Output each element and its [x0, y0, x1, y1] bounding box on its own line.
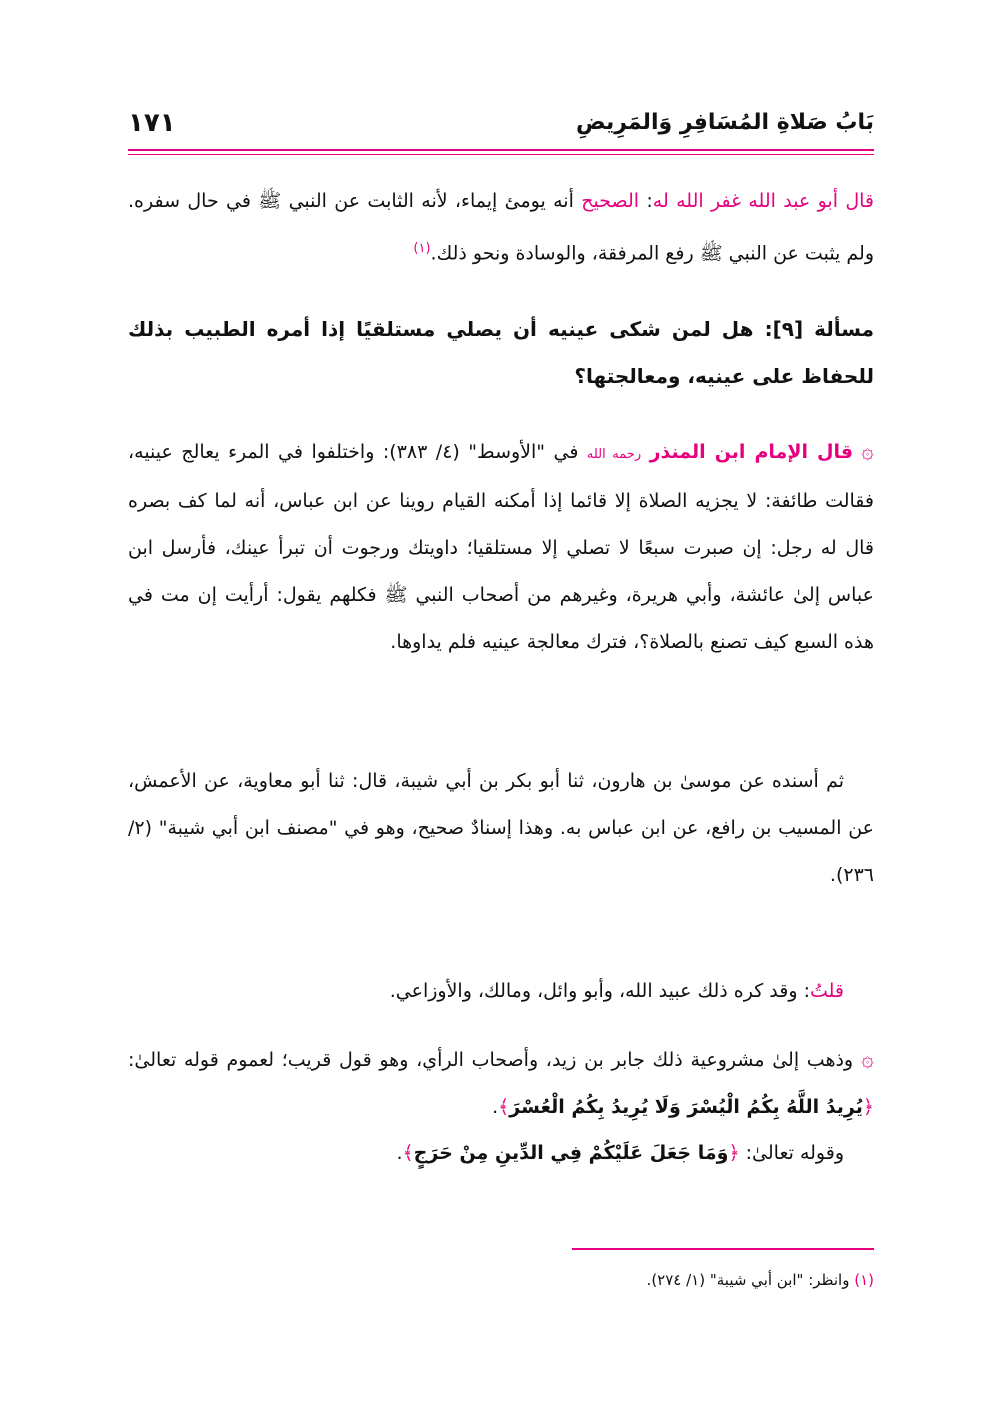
- qultu-label: قلتُ: [809, 980, 844, 1002]
- quran-open-bracket-2: ﴿: [728, 1142, 740, 1164]
- header-rule-thin: [128, 154, 874, 155]
- page-number: ١٧١: [128, 108, 176, 138]
- author-colon: :: [639, 190, 653, 212]
- quran-open-bracket: ﴿: [862, 1096, 874, 1118]
- qultu-text: : وقد كره ذلك عبيد الله، وأبو وائل، ومالك، والأوزاعي.: [389, 980, 810, 1002]
- footnote-reference: (١): [413, 241, 431, 256]
- question-text: هل لمن شكى عينيه أن يصلي مستلقيًا إذا أمره الطبيب بذلك للحفاظ على عينيه، ومعالجتها؟: [128, 317, 874, 388]
- paragraph-madhhab: [128, 1036, 874, 1131]
- page-header: [128, 100, 874, 148]
- isnad-text: ثم أسنده عن موسىٰ بن هارون، ثنا أبو بكر بن أبي شيبة، قال: ثنا أبو معاوية، عن الأعمش، عن المسيب بن رافع، عن ابن عباس به. وهذا إسنادٌ صحيح، وهو في "مصنف ابن أبي شيبة" (٢/ ٢٣٦).: [128, 770, 874, 886]
- paragraph-qultu: [128, 968, 874, 1015]
- footnote-rule: [572, 1248, 874, 1250]
- madhhab-text: وذهب إلىٰ مشروعية ذلك جابر بن زيد، وأصحاب الرأي، وهو قول قريب؛ لعموم قوله تعالىٰ:: [128, 1049, 854, 1071]
- paragraph-verse-2: [128, 1130, 874, 1177]
- imam-name: قال الإمام ابن المنذر: [649, 441, 854, 463]
- footnote-number: (١): [854, 1271, 874, 1289]
- question-label: مسألة [٩]:: [764, 317, 875, 341]
- question-heading: [128, 306, 874, 400]
- header-rule: [128, 149, 874, 151]
- paragraph-isnad: [128, 758, 874, 899]
- verse1-suffix: .: [492, 1096, 499, 1118]
- flower-ornament-icon: ۞: [861, 1047, 874, 1072]
- footnote-text: وانظر: "ابن أبي شيبة" (١/ ٢٧٤).: [646, 1271, 855, 1289]
- honorific: رحمه الله: [586, 447, 642, 462]
- quran-verse-1: يُرِيدُ اللَّهُ بِكُمُ الْيُسْرَ وَلَا يُرِيدُ بِكُمُ الْعُسْرَ: [509, 1096, 863, 1118]
- ibn-mundhir-text: في "الأوسط" (٤/ ٣٨٣): واختلفوا في المرء يعالج عينيه، فقالت طائفة: لا يجزيه الصلاة إلا قائما إذا أمكنه القيام روينا عن ابن عباس، أنه لما كف بصره قال له رجل: إن صبرت سبعًا لا تصلي إلا مستلقيا؛ داويتك ورجوت أن تبرأ عينك، فأرسل ابن عباس إلىٰ عائشة، وأبي هريرة، وغيرهم من أصحاب النبي ﷺ فكلهم يقول: أرأيت إن مت في هذه السبع كيف تصنع بالصلاة؟، فترك معالجة عينيه فلم يداوها.: [128, 441, 874, 653]
- author-label: قال أبو عبد الله غفر الله له: [652, 190, 874, 212]
- quran-close-bracket-2: ﴾: [402, 1142, 414, 1164]
- verse2-prefix: وقوله تعالىٰ:: [739, 1142, 844, 1164]
- quran-close-bracket: ﴾: [498, 1096, 510, 1118]
- flower-ornament-icon: ۞: [861, 439, 874, 464]
- footnote: [128, 1266, 874, 1294]
- paragraph-ibn-mundhir: [128, 428, 874, 666]
- quran-verse-2: وَمَا جَعَلَ عَلَيْكُمْ فِي الدِّينِ مِنْ حَرَجٍ: [413, 1142, 729, 1164]
- running-title: بَابُ صَلاةِ المُسَافِرِ وَالمَرِيضِ: [575, 110, 874, 135]
- sahih-label: الصحيح: [581, 190, 640, 212]
- paragraph-author-note: [128, 178, 874, 277]
- author-note-text: أنه يومئ إيماء، لأنه الثابت عن النبي ﷺ في حال سفره. ولم يثبت عن النبي ﷺ رفع المرفقة، والوسادة ونحو ذلك.: [128, 190, 874, 265]
- verse2-suffix: .: [396, 1142, 403, 1164]
